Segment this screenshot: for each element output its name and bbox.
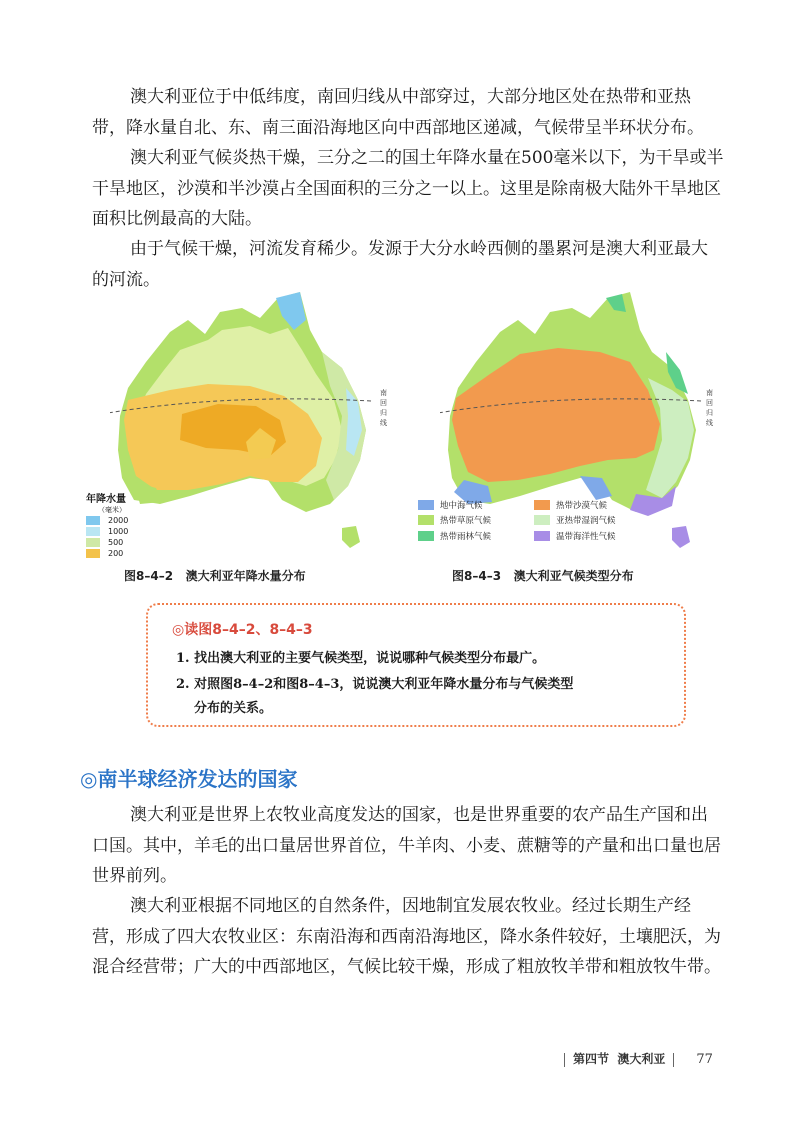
rainfall-legend-unit: （毫米） <box>98 506 126 514</box>
tropic-label-left: 南回归线 <box>380 389 387 427</box>
climate-legend-item: 热带雨林气候 <box>418 528 534 543</box>
tropic-label-right: 南回归线 <box>706 389 713 427</box>
paragraph-agriculture: 澳大利亚是世界上农牧业高度发达的国家，也是世界重要的农产品生产国和出口国。其中，羊毛的出口量居世界首位，牛羊肉、小麦、蔗糖等的产量和出口量也居世界前列。 <box>92 805 721 886</box>
caption-climate: 图8–4–3 澳大利亚气候类型分布 <box>452 569 634 583</box>
climate-legend <box>418 497 666 544</box>
rainfall-legend-row: 1000 <box>86 526 128 537</box>
paragraph-latitude: 澳大利亚位于中低纬度，南回归线从中部穿过，大部分地区处在热带和亚热带，降水量自北、东、南三面沿海地区向中西部地区递减，气候带呈半环状分布。 <box>92 87 704 138</box>
climate-legend-item: 亚热带湿润气候 <box>534 513 650 528</box>
rainfall-legend-row: 200 <box>86 548 128 559</box>
climate-legend-item: 地中海气候 <box>418 497 534 512</box>
footer-title: 澳大利亚 <box>617 1052 666 1066</box>
rainfall-legend <box>86 490 128 559</box>
question-2-line-2: 分布的关系。 <box>194 701 273 716</box>
page-number: 77 <box>696 1052 713 1067</box>
caption-rainfall: 图8–4–2 澳大利亚年降水量分布 <box>124 569 306 583</box>
climate-legend-item: 热带草原气候 <box>418 513 534 528</box>
read-map-box <box>146 603 686 727</box>
paragraph-climate: 澳大利亚气候炎热干燥，三分之二的国土年降水量在500毫米以下，为干旱或半干旱地区，沙漠和半沙漠占全国面积的三分之一以上。这里是除南极大陆外干旱地区面积比例最高的大陆。 <box>92 148 724 229</box>
rainfall-map <box>110 290 387 558</box>
question-1: 1. 找出澳大利亚的主要气候类型，说说哪种气候类型分布最广。 <box>176 651 546 666</box>
footer-section: 第四节 <box>573 1052 610 1066</box>
question-2-line-1: 2. 对照图8–4–2和图8–4–3，说说澳大利亚年降水量分布与气候类型 <box>176 677 574 692</box>
section-title: ◎南半球经济发达的国家 <box>80 767 298 791</box>
rainfall-legend-row: 500 <box>86 537 128 548</box>
read-box-title: ◎读图8–4–2、8–4–3 <box>172 622 313 638</box>
paragraph-farming-zones: 澳大利亚根据不同地区的自然条件，因地制宜发展农牧业。经过长期生产经营，形成了四大农牧业区：东南沿海和西南沿海地区，降水条件较好，土壤肥沃，为混合经营带；广大的中西部地区，气候比较干燥，形成了粗放牧羊带和粗放牧牛带。 <box>92 896 721 977</box>
paragraph-rivers: 由于气候干燥，河流发育稀少。发源于大分水岭西侧的墨累河是澳大利亚最大的河流。 <box>92 239 708 290</box>
rainfall-legend-title: 年降水量 <box>86 494 126 505</box>
rainfall-legend-row: 2000 <box>86 515 128 526</box>
climate-legend-item: 温带海洋性气候 <box>534 528 650 543</box>
climate-legend-item: 热带沙漠气候 <box>534 497 650 512</box>
page-footer <box>556 1050 713 1067</box>
